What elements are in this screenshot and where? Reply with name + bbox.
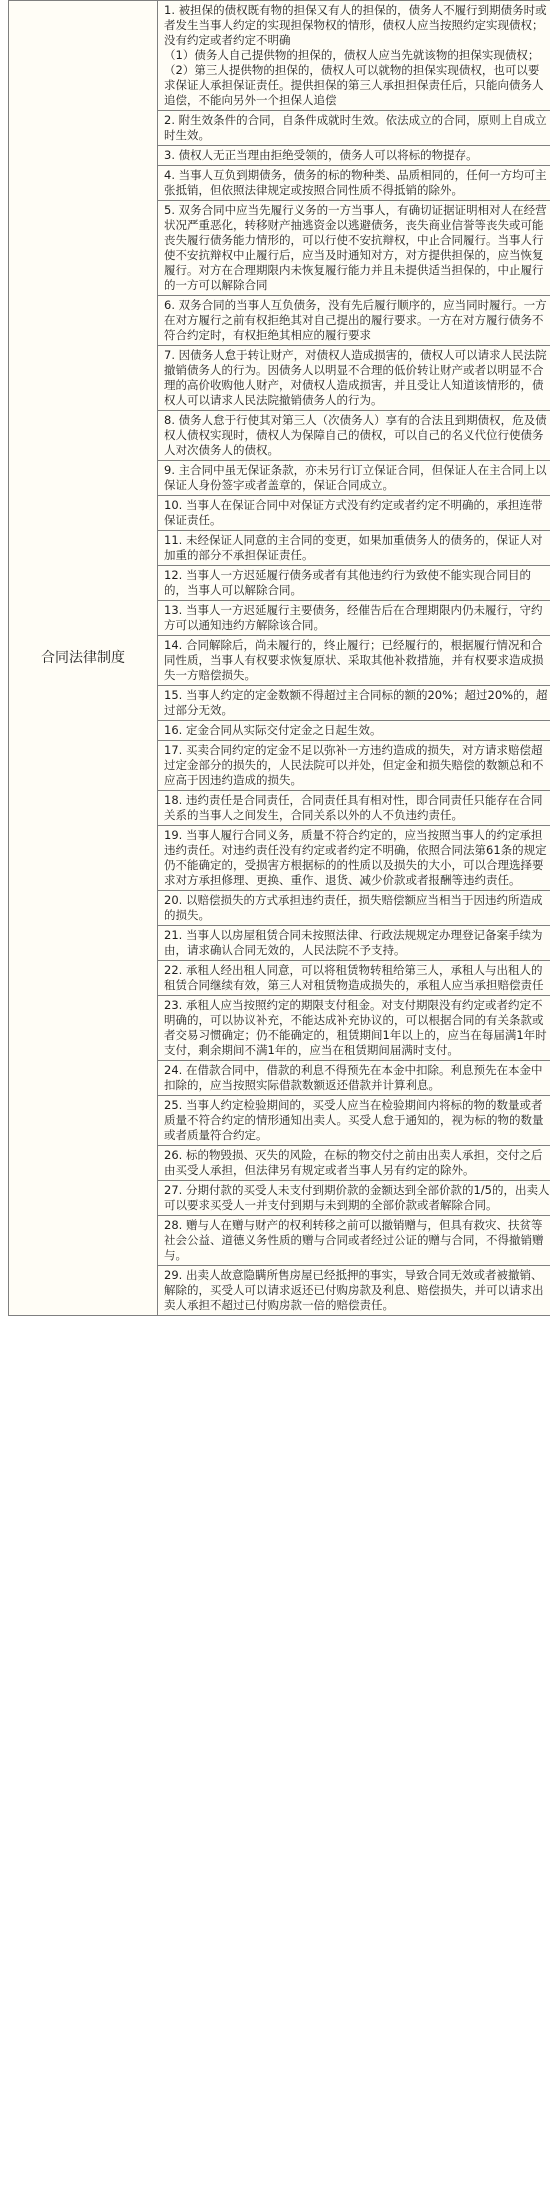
item-cell <box>158 996 550 1061</box>
item-text: 25. 当事人约定检验期间的，买受人应当在检验期间内将标的物的数量或者质量不符合约定的情形通知出卖人。买受人怠于通知的，视为标的物的数量或者质量符合约定。 <box>164 1098 544 1142</box>
law-summary-table <box>8 0 550 1316</box>
item-text: 27. 分期付款的买受人未支付到期价款的金额达到全部价款的1/5的，出卖人可以要求买受人一并支付到期与未到期的全部价款或者解除合同。 <box>164 1183 550 1212</box>
item-cell <box>158 721 550 741</box>
item-text: 23. 承租人应当按照约定的期限支付租金。对支付期限没有约定或者约定不明确的，可以协议补充，不能达成补充协议的，可以根据合同的有关条款或者交易习惯确定；仍不能确定的，租赁期间1年以上的，应当在每届满1年时支付，剩余期间不满1年的，应当在租赁期间届满时支付。 <box>164 998 547 1057</box>
item-cell <box>158 1266 550 1316</box>
bottom-gap <box>8 1316 542 1346</box>
item-text: 18. 违约责任是合同责任，合同责任具有相对性，即合同责任只能存在合同关系的当事人之间发生，合同关系以外的人不负违约责任。 <box>164 793 543 822</box>
item-cell <box>158 961 550 996</box>
item-cell <box>158 1 550 111</box>
item-cell <box>158 826 550 891</box>
item-text: 21. 当事人以房屋租赁合同未按照法律、行政法规规定办理登记备案手续为由，请求确认合同无效的，人民法院不予支持。 <box>164 928 543 957</box>
item-text: 16. 定金合同从实际交付定金之日起生效。 <box>164 723 382 737</box>
item-cell <box>158 461 550 496</box>
item-text: 7. 因债务人怠于转让财产，对债权人造成损害的，债权人可以请求人民法院撤销债务人的行为。因债务人以明显不合理的低价转让财产或者以明显不合理的高价收购他人财产，对债权人造成损害，并且受让人知道该情形的，债权人可以请求人民法院撤销债务人的行为。 <box>164 348 547 407</box>
item-cell <box>158 601 550 636</box>
table-body <box>9 1 550 1316</box>
item-text: 26. 标的物毁损、灭失的风险，在标的物交付之前由出卖人承担，交付之后由买受人承担，但法律另有规定或者当事人另有约定的除外。 <box>164 1148 543 1177</box>
category-cell <box>9 1 158 1316</box>
item-text: 15. 当事人约定的定金数额不得超过主合同标的额的20%；超过20%的，超过部分无效。 <box>164 688 548 717</box>
item-text: 22. 承租人经出租人同意，可以将租赁物转租给第三人，承租人与出租人的租赁合同继续有效，第三人对租赁物造成损失的，承租人应当承担赔偿责任 <box>164 963 544 992</box>
item-text: 10. 当事人在保证合同中对保证方式没有约定或者约定不明确的，承担连带保证责任。 <box>164 498 543 527</box>
category-label: 合同法律制度 <box>41 650 125 666</box>
item-cell <box>158 791 550 826</box>
item-text: 1. 被担保的债权既有物的担保又有人的担保的，债务人不履行到期债务时或者发生当事人约定的实现担保物权的情形，债权人应当按照约定实现债权；没有约定或者约定不明确 （1）债务人自己提供物的担保的，债权人应当先就该物的担保实现债权； （2）第三人提供物的担保的，债权人可以就物的担保实现债权，也可以要求保证人承担保证责任。提供担保的第三人承担担保责任后，只能向债务人追偿，不能向另外一个担保人追偿 <box>164 3 547 107</box>
table-row <box>9 1 550 111</box>
item-cell <box>158 741 550 791</box>
item-text: 4. 当事人互负到期债务，债务的标的物种类、品质相同的，任何一方均可主张抵销，但依照法律规定或按照合同性质不得抵销的除外。 <box>164 168 547 197</box>
item-cell <box>158 496 550 531</box>
item-text: 2. 附生效条件的合同，自条件成就时生效。依法成立的合同，原则上自成立时生效。 <box>164 113 547 142</box>
item-cell <box>158 1146 550 1181</box>
item-cell <box>158 1096 550 1146</box>
item-text: 5. 双务合同中应当先履行义务的一方当事人，有确切证据证明相对人在经营状况严重恶化，转移财产抽逃资金以逃避债务，丧失商业信誉等丧失或可能丧失履行债务能力情形的，可以行使不安抗辩权，中止合同履行。当事人行使不安抗辩权中止履行后，应当及时通知对方，对方提供担保的，应当恢复履行。对方在合理期限内未恢复履行能力并且未提供适当担保的，中止履行的一方可以解除合同 <box>164 203 547 292</box>
item-text: 20. 以赔偿损失的方式承担违约责任，损失赔偿额应当相当于因违约所造成的损失。 <box>164 893 543 922</box>
item-cell <box>158 1181 550 1216</box>
item-text: 9. 主合同中虽无保证条款，亦未另行订立保证合同，但保证人在主合同上以保证人身份签字或者盖章的，保证合同成立。 <box>164 463 547 492</box>
item-text: 17. 买卖合同约定的定金不足以弥补一方违约造成的损失，对方请求赔偿超过定金部分的损失的，人民法院可以并处，但定金和损失赔偿的数额总和不应高于因违约造成的损失。 <box>164 743 544 787</box>
item-cell <box>158 1216 550 1266</box>
item-cell <box>158 346 550 411</box>
item-cell <box>158 686 550 721</box>
item-cell <box>158 891 550 926</box>
item-cell <box>158 166 550 201</box>
item-cell <box>158 411 550 461</box>
item-cell <box>158 201 550 296</box>
item-text: 11. 未经保证人同意的主合同的变更，如果加重债务人的债务的，保证人对加重的部分不承担保证责任。 <box>164 533 543 562</box>
item-text: 13. 当事人一方迟延履行主要债务，经催告后在合理期限内仍未履行，守约方可以通知违约方解除该合同。 <box>164 603 543 632</box>
item-text: 24. 在借款合同中，借款的利息不得预先在本金中扣除。利息预先在本金中扣除的，应当按照实际借款数额返还借款并计算利息。 <box>164 1063 543 1092</box>
item-text: 19. 当事人履行合同义务，质量不符合约定的，应当按照当事人的约定承担违约责任。对违约责任没有约定或者约定不明确，依照合同法第61条的规定仍不能确定的，受损害方根据标的的性质以及损失的大小，可以合理选择要求对方承担修理、更换、重作、退货、减少价款或者报酬等违约责任。 <box>164 828 547 887</box>
item-text: 14. 合同解除后，尚未履行的，终止履行；已经履行的，根据履行情况和合同性质，当事人有权要求恢复原状、采取其他补救措施，并有权要求造成损失一方赔偿损失。 <box>164 638 544 682</box>
item-cell <box>158 926 550 961</box>
item-text: 28. 赠与人在赠与财产的权利转移之前可以撤销赠与，但具有救灾、扶贫等社会公益、道德义务性质的赠与合同或者经过公证的赠与合同，不得撤销赠与。 <box>164 1218 544 1262</box>
item-cell <box>158 1061 550 1096</box>
item-text: 12. 当事人一方迟延履行债务或者有其他违约行为致使不能实现合同目的的，当事人可以解除合同。 <box>164 568 531 597</box>
item-cell <box>158 296 550 346</box>
item-cell <box>158 111 550 146</box>
item-cell <box>158 531 550 566</box>
item-text: 6. 双务合同的当事人互负债务，没有先后履行顺序的，应当同时履行。一方在对方履行之前有权拒绝其对自己提出的履行要求。一方在对方履行债务不符合约定时，有权拒绝其相应的履行要求 <box>164 298 547 342</box>
item-cell <box>158 146 550 166</box>
item-text: 3. 债权人无正当理由拒绝受领的，债务人可以将标的物提存。 <box>164 148 478 162</box>
item-cell <box>158 636 550 686</box>
item-text: 29. 出卖人故意隐瞒所售房屋已经抵押的事实，导致合同无效或者被撤销、解除的，买受人可以请求返还已付购房款及利息、赔偿损失，并可以请求出卖人承担不超过已付购房款一倍的赔偿责任。 <box>164 1268 544 1312</box>
item-cell <box>158 566 550 601</box>
item-text: 8. 债务人怠于行使其对第三人（次债务人）享有的合法且到期债权，危及债权人债权实现时，债权人为保障自己的债权，可以自己的名义代位行使债务人对次债务人的债权。 <box>164 413 547 457</box>
